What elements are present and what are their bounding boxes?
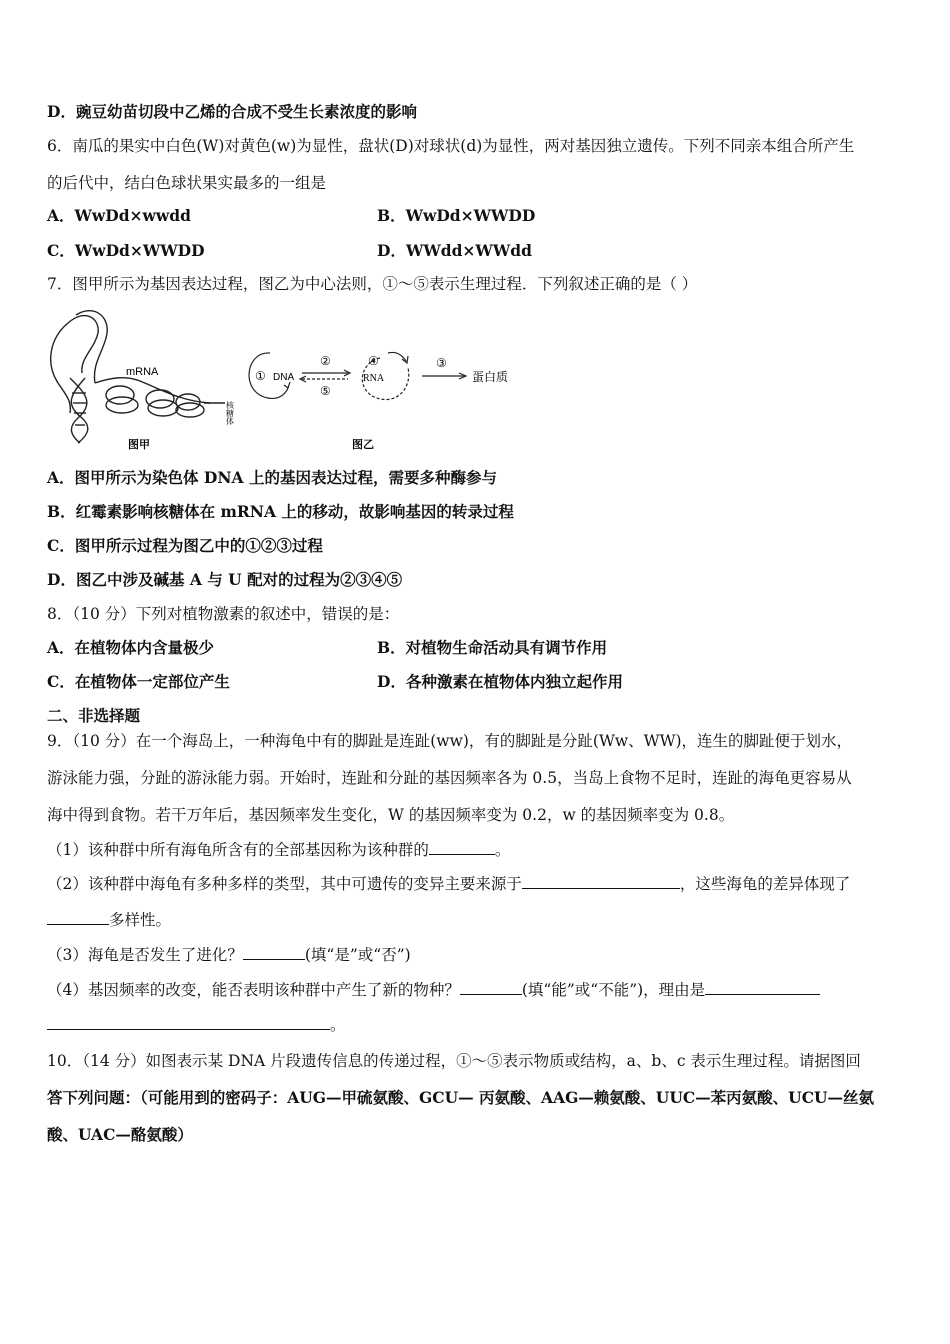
section-heading: 二、非选择题 [47, 706, 141, 725]
q9-part3 [47, 944, 411, 966]
q9-part3-answer-blank[interactable] [243, 944, 305, 960]
q9-part1-text: （1）该种群中所有海龟所含有的全部基因称为该种群的 [47, 841, 429, 859]
q7-option-a: A．图甲所示为染色体 DNA 上的基因表达过程，需要多种酶参与 [47, 468, 497, 487]
q9-part3-text: （3）海龟是否发生了进化？ [47, 946, 243, 964]
q10-line1: 10．（14 分）如图表示某 DNA 片段遗传信息的传递过程，①～⑤表示物质或结构，a、b、c 表示生理过程。请据图回 [47, 1052, 861, 1070]
figure-yi-caption: 图乙 [352, 438, 374, 451]
q7-figure [40, 303, 540, 453]
q7-stem: 7．图甲所示为基因表达过程，图乙为中心法则，①～⑤表示生理过程．下列叙述正确的是（ ） [47, 275, 698, 293]
q9-line3: 海中得到食物。若干万年后，基因频率发生变化，W 的基因频率变为 0.2，w 的基因频率变为 0.8。 [47, 806, 735, 824]
q7-option-c: C．图甲所示过程为图乙中的①②③过程 [47, 536, 323, 555]
q9-part4 [47, 979, 820, 1001]
q8-option-c: C．在植物体一定部位产生 [47, 672, 230, 691]
q6-stem-line2: 的后代中，结白色球状果实最多的一组是 [47, 174, 327, 192]
process-5-label: ⑤ [320, 384, 331, 398]
q7-option-d: D．图乙中涉及碱基 A 与 U 配对的过程为②③④⑤ [47, 570, 403, 589]
q8-option-b: B．对植物生命活动具有调节作用 [377, 638, 608, 657]
q9-line2: 游泳能力强，分趾的游泳能力弱。开始时，连趾和分趾的基因频率各为 0.5，当岛上食物不足时，连趾的海龟更容易从 [47, 769, 852, 787]
q8-option-a: A．在植物体内含量极少 [47, 638, 215, 657]
cycle-4-label: ④ [368, 354, 379, 368]
q9-part2-text: （2）该种群中海龟有多种多样的类型，其中可遗传的变异主要来源于 [47, 875, 522, 893]
q8-stem: 8．（10 分）下列对植物激素的叙述中，错误的是： [47, 605, 400, 623]
q9-part1 [47, 839, 510, 861]
q9-part1-answer-blank[interactable] [429, 839, 495, 855]
q10-line3: 酸、UAC—酪氨酸） [47, 1125, 193, 1144]
q9-part2-answer-blank[interactable] [522, 873, 680, 889]
q6-option-b: B．WwDd×WWDD [377, 206, 536, 225]
q8-option-d: D．各种激素在植物体内独立起作用 [377, 672, 623, 691]
q9-part4-text: （4）基因频率的改变，能否表明该种群中产生了新的物种？ [47, 981, 460, 999]
q9-part4-line2 [47, 1014, 346, 1036]
q9-part2-answer-blank-2[interactable] [47, 909, 109, 925]
q6-stem-line1: 6．南瓜的果实中白色(W)对黄色(w)为显性，盘状(D)对球状(d)为显性，两对基因独立遗传。下列不同亲本组合所产生 [47, 137, 855, 155]
q6-option-c: C．WwDd×WWDD [47, 241, 205, 260]
q10-line2: 答下列问题：（可能用到的密码子：AUG—甲硫氨酸、GCU— 丙氨酸、AAG—赖氨酸、UUC—苯丙氨酸、UCU—丝氨 [47, 1088, 875, 1107]
q9-part3-hint: (填“是”或“否”) [304, 946, 411, 964]
gene-expression-diagram [40, 303, 540, 453]
q9-part4-reason-blank[interactable] [705, 979, 820, 995]
q9-part1-end: 。 [494, 841, 511, 859]
q9-part4-end: 。 [330, 1016, 346, 1034]
q6-option-a: A．WwDd×wwdd [47, 206, 191, 225]
figure-jia-caption: 图甲 [128, 438, 150, 451]
q9-line1: 9．（10 分）在一个海岛上，一种海龟中有的脚趾是连趾(ww)，有的脚趾是分趾(Ww、WW)，连生的脚趾便于划水， [47, 732, 853, 750]
q9-part2-text2: ，这些海龟的差异体现了 [679, 875, 851, 893]
q7-option-b: B．红霉素影响核糖体在 mRNA 上的移动，故影响基因的转录过程 [47, 502, 514, 521]
cycle-1-label: ① [255, 369, 266, 383]
mrna-label: mRNA [126, 366, 159, 378]
q9-part4-hint: (填“能”或“不能”)，理由是 [521, 981, 706, 999]
q9-part4-reason-blank-2[interactable] [47, 1014, 330, 1030]
q9-part2 [47, 873, 850, 895]
process-2-label: ② [320, 354, 331, 368]
rna-label: RNA [363, 373, 385, 384]
q9-part2-end: 多样性。 [109, 911, 172, 929]
q9-part2-line2 [47, 909, 171, 931]
ribosome-label: 核糖体 [225, 401, 235, 425]
dna-label: DNA [273, 372, 295, 383]
process-3-label: ③ [436, 356, 447, 370]
q6-option-d: D．WWdd×WWdd [377, 241, 532, 260]
protein-label: 蛋白质 [472, 370, 509, 384]
q5-option-d: D．豌豆幼苗切段中乙烯的合成不受生长素浓度的影响 [47, 102, 417, 121]
q9-part4-answer-blank[interactable] [460, 979, 522, 995]
